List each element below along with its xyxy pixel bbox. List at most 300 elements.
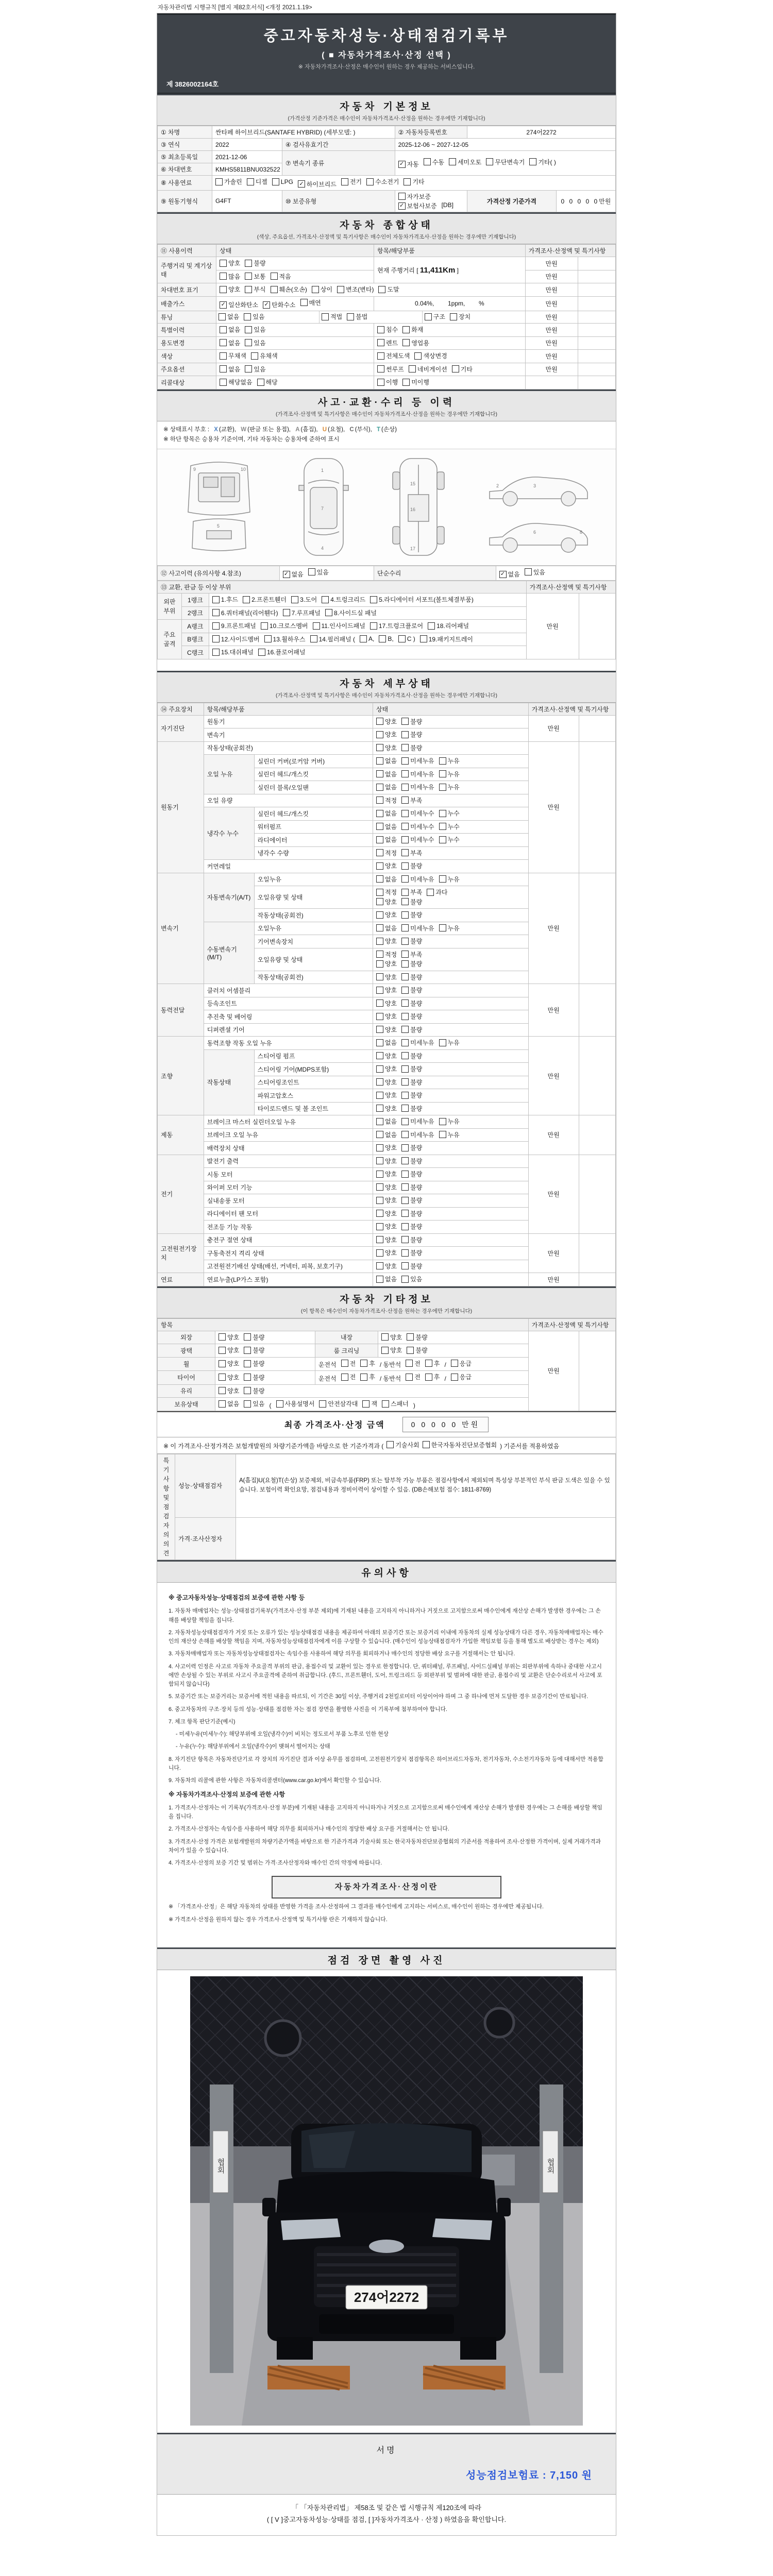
- group-electric: 전기: [158, 1155, 204, 1233]
- wheel-options[interactable]: 양호 불량: [215, 1357, 315, 1371]
- item-label: 브레이크 오일 누유: [204, 1128, 373, 1142]
- inspection-label: ④ 검사유효기간: [282, 139, 395, 151]
- special-history-label: 특별이력: [158, 324, 216, 337]
- notice-body: [157, 1583, 616, 1936]
- etc-info-table: [157, 1318, 616, 1411]
- table-row: [158, 715, 616, 728]
- state-options[interactable]: 양호 불량: [373, 741, 528, 755]
- subgroup-coolant-leak: 냉각수 누수: [204, 807, 254, 860]
- state-options[interactable]: 양호 불량: [373, 1076, 528, 1089]
- section-title: 자동차 종합상태: [340, 220, 433, 231]
- price-cell: 만원: [525, 336, 578, 350]
- group-steering: 조향: [158, 1037, 204, 1115]
- item-label: 실린더 블록/오일팬: [254, 781, 373, 794]
- notice-item: 8. 자기진단 항목은 자동차진단기로 각 장치의 자기진단 결과 이상 유무를 점검하며, 고전원전기장치 점검항목은 하이브리드자동차, 전기자동차, 수소전기자동차 등에 대해서만 적용합니다.: [169, 1756, 603, 1771]
- table-row: [158, 126, 616, 139]
- tuning-kind-options[interactable]: 구조 장치: [422, 311, 525, 323]
- legend-symbol-u: U: [322, 426, 327, 433]
- note-cell: [578, 324, 615, 337]
- price-cell: 만원: [528, 1155, 579, 1233]
- state-options[interactable]: 양호 불량: [373, 1142, 528, 1155]
- car-diagram-front-clip: [178, 455, 260, 558]
- item-label: 스티어링조인트: [254, 1076, 373, 1089]
- car-diagram-top-view: [293, 454, 355, 560]
- note-cell: [578, 350, 615, 363]
- item-label: 디퍼렌셜 기어: [204, 1023, 373, 1037]
- price-cell: 만원: [528, 873, 579, 984]
- legend-line2: ※ 하단 항목은 승용차 기준이며, 기타 자동차는 승용차에 준하여 표시: [163, 436, 340, 443]
- exterior-options[interactable]: 양호 불량: [215, 1331, 315, 1344]
- note-cell: [578, 283, 615, 297]
- price-header: 가격조사·산정액 및 특기사항: [528, 1318, 615, 1331]
- subgroup-steer-state: 작동상태: [204, 1049, 254, 1115]
- rank1-options[interactable]: 1.후드 2.프론트휀더 3.도어 4.트렁크리드 5.라디에이터 서포트(볼트체결부품): [209, 594, 526, 607]
- room-cleaning-options[interactable]: 양호 불량: [378, 1344, 529, 1358]
- device-header: ⑭ 주요장치: [158, 703, 204, 715]
- table-row: [158, 176, 616, 191]
- current-mileage: 현재 주행거리 [ 11,411Km ]: [374, 257, 526, 283]
- group-engine: 원동기: [158, 741, 204, 873]
- section-note: (가격조사·산정액 및 특기사항은 매수인이 자동차가격조사·산정을 원하는 경우에만 기재합니다): [276, 692, 497, 699]
- price-option-note: ※ 자동차가격조사·산정은 매수인이 원하는 경우 제공하는 서비스입니다.: [298, 64, 475, 70]
- state-header: 상태: [216, 245, 374, 257]
- state-options[interactable]: 양호 불량: [373, 1023, 528, 1037]
- price-notice-item: 3. 가격조사·산정 가격은 보험개발원의 차량기준가액을 바탕으로 한 기준가격과 기술사회 또는 한국자동차진단보증협회의 기준서를 적용하여 조사·산정한 가격이며, 실제 거래가격과 차이가 있을 수 있습니다.: [169, 1838, 601, 1854]
- opinion-side-label: 특기사항 및 점검자의 의견: [158, 1454, 175, 1560]
- car-name-label: ① 차명: [158, 126, 212, 139]
- note-cell: [578, 296, 615, 311]
- first-reg-value: 2021-12-06: [212, 151, 282, 163]
- confirmation-statement: 「 「자동차관리법」 제58조 및 같은 법 시행규칙 제120조에 따라 ( [ V ]중고자동차성능·상태를 점검, [ ]자동차가격조사 · 산정 ) 하였음을 확인합니다.: [266, 2503, 507, 2524]
- price-box-note: ※ 「가격조사·산정」은 해당 자동차의 상태를 반영한 가격을 조사·산정하여 그 결과를 매수인에게 고지하는 서비스로, 매수인이 원하는 경우에만 제공됩니다.: [169, 1904, 544, 1910]
- warranty-options[interactable]: 자가보증 ✓ 보험사보증 [DB]: [395, 190, 467, 212]
- state-options[interactable]: 양호 불량: [373, 1221, 528, 1234]
- reg-no-label: ② 자동차등록번호: [395, 126, 467, 139]
- state-options[interactable]: 양호 불량: [373, 1102, 528, 1115]
- state-options[interactable]: 양호 불량: [373, 935, 528, 948]
- item-label: 전조등 기능 작동: [204, 1221, 373, 1234]
- price-cell: 만원: [528, 1115, 579, 1155]
- item-label: 배력장치 상태: [204, 1142, 373, 1155]
- item-label: 기어변속장치: [254, 935, 373, 948]
- svg-text:10: 10: [240, 467, 246, 472]
- price-cell: 만원: [525, 257, 578, 270]
- document-number: 제 3826002164호: [166, 80, 219, 88]
- state-options[interactable]: 없음 있음: [373, 1273, 528, 1286]
- state-options[interactable]: 없음 미세누유 누유: [373, 755, 528, 768]
- notice-item: 7. 체크 항목 판단기준(예시): [169, 1718, 236, 1725]
- state-options[interactable]: 없음 미세누유 누유: [373, 1115, 528, 1129]
- table-row: [158, 336, 616, 350]
- state-options[interactable]: 양호 불량: [373, 1168, 528, 1181]
- price-cell: 만원: [526, 594, 579, 659]
- state-options[interactable]: 양호 불량: [376, 959, 525, 969]
- section-title: 자동차 기본정보: [340, 101, 433, 112]
- notice-item: - 미세누유(미세누수): 해당부위에 오일(냉각수)이 비치는 정도로서 부품 노후로 인한 현상: [176, 1731, 389, 1738]
- item-label: 고전원전기배선 상태(배선, 커넥터, 피복, 보호기구): [204, 1260, 373, 1273]
- note-cell: [579, 873, 615, 984]
- item-header: 항목/해당부품: [204, 703, 373, 715]
- lift-post-sign: 협회: [546, 2158, 555, 2174]
- note-cell: [578, 376, 615, 389]
- rank2-label: 2랭크: [181, 606, 209, 620]
- basic-items-options[interactable]: 없음 있음 ( 사용설명서 안전삼각대 잭 스패너 ): [215, 1398, 529, 1411]
- table-row: [158, 151, 616, 163]
- notice-item: 2. 자동차성능상태점검자가 거짓 또는 오류가 있는 성능상태점검 내용을 제공하여 아래의 보증기간 또는 보증거리 이내에 자동차의 실제 성능상태가 다른 경우, 자동차매매업자는 매수인의 재산상 손해를 배상할 책임을 지며, 자동차성능상태점검자에게 이를 구상할 수 있습니다. (매수인이 성능상태점검자가 가입한 책임보험 등을 통해 별도로 배상받는 경우는 제외): [169, 1629, 603, 1645]
- state-options[interactable]: 없음 미세누유 누유: [373, 922, 528, 935]
- color-change-options[interactable]: 전체도색 색상변경: [374, 350, 526, 363]
- svg-text:17: 17: [410, 546, 415, 551]
- rankC-options[interactable]: 15.대쉬패널 16.플로어패널: [209, 646, 526, 659]
- state-options[interactable]: 양호 불량: [376, 897, 525, 907]
- lift-post-sign: 협회: [216, 2158, 225, 2174]
- item-label: 클러치 어셈블리: [204, 984, 373, 997]
- emission-values: 0.04%, 1ppm, %: [414, 300, 484, 308]
- usage-kind-options[interactable]: 렌트 영업용: [374, 336, 526, 350]
- state-options[interactable]: 없음 미세누수 누수: [373, 820, 528, 834]
- price-notice-item: 1. 가격조사·산정자는 이 기록부(가격조사·산정 부분)에 기재된 내용을 고지하지 아니하거나 거짓으로 고지함으로써 매수인에게 재산상 손해가 발생한 경우에는 그 손해를 배상할 책임을 집니다.: [169, 1804, 602, 1820]
- use-history-header: ⑪ 사용이력: [158, 245, 216, 257]
- subgroup-mt: 수동변속기(M/T): [204, 922, 254, 984]
- state-options[interactable]: 적정 부족: [373, 846, 528, 860]
- mileage-amount-options[interactable]: 많음 보통 적음: [216, 270, 374, 283]
- note-cell: [579, 1037, 615, 1115]
- table-row: [158, 139, 616, 151]
- item-label: 스티어링 기어(MDPS포함): [254, 1063, 373, 1076]
- state-options[interactable]: 양호 불량: [373, 909, 528, 922]
- transmission-options[interactable]: ✓ 자동 수동 세미오토 무단변속기 기타( ): [395, 151, 615, 176]
- price-header: 가격조사·산정액 및 특기사항: [525, 245, 615, 257]
- notice-item: 3. 자동차매매업자 또는 자동차성능상태점검자는 속임수를 사용하여 해당 의무를 회피하거나 매수인의 정당한 배상 요구를 거절해서는 안 됩니다.: [169, 1651, 515, 1657]
- accident-options[interactable]: ✓ 없음 있음: [279, 566, 374, 581]
- price-cell: 만원: [525, 350, 578, 363]
- reg-no-value: 274어2272: [467, 126, 616, 139]
- table-row: [158, 1331, 616, 1344]
- price-header: 가격조사·산정액 및 특기사항: [528, 703, 615, 715]
- section-photo-header: [157, 1947, 616, 1970]
- tuning-legal-options[interactable]: 적법 불법: [319, 311, 422, 323]
- wheel-label: 휠: [158, 1357, 215, 1371]
- price-basis-note[interactable]: ※ 이 가격조사·산정가격은 보험개발원의 차량기준가액을 바탕으로 한 기준가격과 ( 기술사회 한국자동차진단보증협회 ) 기준서를 적용하였음: [157, 1437, 616, 1454]
- accident-history-label: ⑫ 사고이력 (유의사항 4.참조): [158, 566, 280, 581]
- notice-item: 6. 중고자동차의 구조·장치 등의 성능·상태를 점검한 자는 점검 장면을 촬영한 사진을 이 기록부에 첨부하여야 합니다.: [169, 1706, 447, 1713]
- inspector-opinion-text: A(흠집)U(요철)T(손상) 보증제외, 비금속부품(FRP) 또는 탈부착 가능 부품은 점검사항에서 제외되며 특성상 부분적인 부식 판금 도색은 있을 수 있습니다. 보험이력 확인요망, 점검내용과 정비이력이 상이할 수 있음. (DB손해보험 접수: 1811-8769): [236, 1454, 616, 1518]
- price-cell: 만원: [528, 1233, 579, 1273]
- fuel-label: ⑧ 사용연료: [158, 176, 212, 191]
- table-row: [158, 376, 616, 389]
- state-options[interactable]: 적정 부족: [373, 794, 528, 807]
- appraiser-opinion-text: [236, 1517, 616, 1560]
- state-options[interactable]: 양호 불량: [373, 1155, 528, 1168]
- item-label: 라디에이터 팬 모터: [204, 1207, 373, 1221]
- table-row: [158, 363, 616, 376]
- basic-info-table: [157, 126, 616, 212]
- simple-repair-options[interactable]: ✓ 없음 있음: [496, 566, 615, 581]
- interior-options[interactable]: 양호 불량: [378, 1331, 529, 1344]
- item-label: 구동축전지 격리 상태: [204, 1247, 373, 1260]
- table-row: [158, 1454, 616, 1518]
- state-options[interactable]: 없음 미세누유 누유: [373, 1128, 528, 1142]
- svg-text:7: 7: [321, 505, 324, 511]
- wheel-position-options[interactable]: 운전석 전 후 / 동반석 전 후 / 응급: [315, 1357, 528, 1371]
- price-cell: 만원: [525, 270, 578, 283]
- item-header: 항목: [158, 1318, 529, 1331]
- masthead: [157, 13, 616, 94]
- item-label: 실린더 커버(로커암 커버): [254, 755, 373, 768]
- notice-subtitle: ※ 중고자동차성능·상태점검의 보증에 관한 사항 등: [169, 1594, 305, 1602]
- fuel-options[interactable]: 가솔린 디젤 LPG ✓ 하이브리드 전기 수소전기 기타: [212, 176, 615, 191]
- notice-item: - 누유(누수): 해당부위에서 오일(냉각수)이 맺혀서 떨어지는 상태: [176, 1743, 330, 1750]
- state-options[interactable]: 양호 불량: [373, 860, 528, 873]
- item-label: 충전구 절연 상태: [204, 1233, 373, 1247]
- table-header-row: [158, 1318, 616, 1331]
- price-cell: 만원: [528, 715, 579, 741]
- polish-options[interactable]: 양호 불량: [215, 1344, 315, 1358]
- table-row: [158, 873, 616, 886]
- table-header-row: [158, 703, 616, 715]
- state-options[interactable]: 양호 불량: [373, 1247, 528, 1260]
- item-label: 동력조향 작동 오일 누유: [204, 1037, 373, 1050]
- document-page: [157, 0, 616, 2536]
- tuning-exist-options[interactable]: 없음 있음: [216, 311, 319, 323]
- state-options[interactable]: 없음 미세누수 누수: [373, 807, 528, 821]
- tuning-label: 튜닝: [158, 311, 216, 324]
- main-option-label: 주요옵션: [158, 363, 216, 376]
- page-title: 중고자동차성능·상태점검기록부: [263, 28, 510, 44]
- inspector-label: 성능·상태점검자: [175, 1454, 236, 1518]
- exchange-panel-table: [157, 581, 616, 659]
- transmission-label: ⑦ 변속기 종류: [282, 151, 395, 176]
- price-cell: 만원: [528, 984, 579, 1037]
- item-label: 오일유량 및 상태: [254, 886, 373, 909]
- section-title: 점검 장면 촬영 사진: [327, 1955, 446, 1966]
- color-label: 색상: [158, 350, 216, 363]
- special-kind-options[interactable]: 침수 화재: [374, 324, 526, 337]
- item-label: 시동 모터: [204, 1168, 373, 1181]
- final-price-row: [157, 1411, 616, 1437]
- table-row: [158, 594, 616, 607]
- rank2-options[interactable]: 6.쿼터패널(리어휀다) 7.루프패널 8.사이드실 패널: [209, 606, 526, 620]
- emission-label: 배출가스: [158, 296, 216, 311]
- state-header: 상태: [373, 703, 528, 715]
- mileage-label: 주행거리 및 계기상태: [158, 257, 216, 283]
- item-label: 실린더 헤드/개스킷: [254, 807, 373, 821]
- rankB-label: B랭크: [181, 633, 209, 646]
- year-label: ③ 연식: [158, 139, 212, 151]
- table-row: [158, 324, 616, 337]
- svg-text:16: 16: [410, 506, 415, 512]
- item-label: 작동상태(공회전): [254, 971, 373, 984]
- state-options[interactable]: 적정 부족: [376, 950, 525, 960]
- state-options[interactable]: 양호 불량: [373, 1010, 528, 1024]
- usage-change-label: 용도변경: [158, 336, 216, 350]
- color-tone-options[interactable]: 무채색 유채색: [216, 350, 374, 363]
- inspector-opinion-table: [157, 1454, 616, 1560]
- state-options[interactable]: 양호 불량: [373, 715, 528, 728]
- state-options[interactable]: 양호 불량: [373, 971, 528, 984]
- item-label: 스티어링 펌프: [254, 1049, 373, 1063]
- item-label: 냉각수 수량: [254, 846, 373, 860]
- table-header-row: [158, 245, 616, 257]
- detail-state-table: [157, 703, 616, 1286]
- table-row: [158, 350, 616, 363]
- recall-done-options[interactable]: 이행 미이행: [374, 376, 526, 389]
- subgroup-at: 자동변속기(A/T): [204, 873, 254, 922]
- signature-title: 서명: [376, 2446, 397, 2455]
- table-row: [158, 296, 616, 311]
- final-price-label: 최종 가격조사·산정 금액: [284, 1421, 385, 1430]
- state-options[interactable]: 양호 불량: [373, 1260, 528, 1273]
- svg-text:9: 9: [193, 467, 196, 472]
- item-label: 등속조인트: [204, 997, 373, 1010]
- tire-label: 타이어: [158, 1371, 215, 1385]
- price-cell: 만원: [525, 283, 578, 297]
- group-transmission: 변속기: [158, 873, 204, 984]
- state-options[interactable]: 양호 불량: [373, 997, 528, 1010]
- item-header: 항목/해당부품: [374, 245, 526, 257]
- group-brake: 제동: [158, 1115, 204, 1155]
- table-row: [158, 1273, 616, 1286]
- svg-text:1: 1: [321, 467, 324, 473]
- car-front-view: [262, 2123, 511, 2360]
- usage-exist-options[interactable]: 없음 있음: [216, 336, 374, 350]
- note-cell: [579, 1155, 615, 1233]
- note-cell: [579, 1233, 615, 1273]
- glass-options[interactable]: 양호 불량: [215, 1384, 529, 1398]
- item-label: 실린더 헤드/개스킷: [254, 768, 373, 781]
- table-row: [158, 1037, 616, 1050]
- svg-text:8: 8: [580, 530, 583, 535]
- legend-symbol-w: W: [241, 426, 247, 433]
- state-options[interactable]: 양호 불량: [373, 1207, 528, 1221]
- table-row: [158, 1115, 616, 1129]
- state-options[interactable]: 없음 미세누유 누유: [373, 873, 528, 886]
- rankC-label: C랭크: [181, 646, 209, 659]
- group-fuel: 연료: [158, 1273, 204, 1286]
- section-note: (이 항목은 매수인이 자동차가격조사·산정을 원하는 경우에만 기재합니다): [300, 1308, 473, 1314]
- outer-panel-label: 외판부위: [158, 594, 182, 620]
- state-options[interactable]: 양호 불량: [373, 1049, 528, 1063]
- simple-repair-label: 단순수리: [374, 566, 496, 581]
- state-options[interactable]: 양호 불량: [373, 1089, 528, 1103]
- item-label: 브레이크 마스터 실린더오일 누유: [204, 1115, 373, 1129]
- year-value: 2022: [212, 139, 282, 151]
- section-title: 유의사항: [361, 1568, 412, 1579]
- item-label: 와이퍼 모터 기능: [204, 1181, 373, 1194]
- option-kind-options[interactable]: 썬루프 네비게이션 기타: [374, 363, 526, 376]
- item-label: 오일유량 및 상태: [254, 948, 373, 971]
- glass-label: 유리: [158, 1384, 215, 1398]
- state-options[interactable]: 양호 불량: [373, 1181, 528, 1194]
- vin-mark-label: 차대번호 표기: [158, 283, 216, 297]
- legend-symbol-a: A: [295, 426, 300, 433]
- note-cell: [578, 363, 615, 376]
- section-basic-header: [157, 94, 616, 126]
- note-cell: [579, 715, 615, 741]
- table-row: [158, 741, 616, 755]
- vin-label: ⑥ 차대번호: [158, 163, 212, 176]
- car-diagram-side-views: [482, 455, 595, 558]
- warranty-label: ⑩ 보증유형: [282, 190, 395, 212]
- svg-text:15: 15: [410, 481, 415, 486]
- state-options[interactable]: 양호 불량: [373, 728, 528, 742]
- item-label: 커먼레일: [204, 860, 373, 873]
- base-price-label: 가격산정 기준가격: [467, 190, 557, 212]
- notice-item: 5. 보증기간 또는 보증거리는 보증서에 적힌 내용을 따르되, 이 기간은 30일 이상, 주행거리 2천킬로미터 이상이어야 하며 그 중 하나에 먼저 도달한 경우 보증기간이 만료됩니다.: [169, 1693, 589, 1700]
- state-options[interactable]: 적정 부족 과다: [376, 888, 525, 897]
- price-cell: 만원: [528, 1273, 579, 1286]
- price-cell: 만원: [528, 1331, 579, 1411]
- vin-value: KMHS5811BNU032522: [212, 163, 282, 176]
- recall-target-options[interactable]: 해당없음 해당: [216, 376, 374, 389]
- rankB-options[interactable]: 12.사이드멤버 13.휠하우스 14.필러패널 ( A, B, C ) 19.패키지트레이: [209, 633, 526, 646]
- note-cell: [579, 984, 615, 1037]
- tire-position-options[interactable]: 운전석 전 후 / 동반석 전 후 / 응급: [315, 1371, 528, 1385]
- inspection-value: 2025-12-06 ~ 2027-12-05: [395, 139, 615, 151]
- price-cell: 만원: [525, 363, 578, 376]
- section-notice-header: [157, 1560, 616, 1583]
- option-exist-options[interactable]: 없음 있음: [216, 363, 374, 376]
- polish-label: 광택: [158, 1344, 215, 1358]
- price-notice-item: 4. 가격조사·산정의 보증 기간 및 범위는 가격·조사산정자와 매수인 간의 약정에 따릅니다.: [169, 1860, 382, 1867]
- notice-item: 1. 자동차 매매업자는 성능·상태점검기록부(가격조사·산정 부분 제외)에 기재된 내용을 고지하지 아니하거나 거짓으로 고지함으로써 매수인에게 재산상 손해가 발생한 경우에는 그 손해를 배상할 책임을 집니다.: [169, 1608, 601, 1623]
- price-cell: [525, 376, 578, 389]
- svg-text:3: 3: [533, 483, 536, 489]
- overall-state-table: [157, 244, 616, 389]
- state-options[interactable]: 양호 불량: [373, 1063, 528, 1076]
- price-cell: 만원: [525, 311, 578, 324]
- rankA-options[interactable]: 9.프론트패널 10.크로스멤버 11.인사이드패널 17.트렁크플로어 18.리어패널: [209, 620, 526, 633]
- exterior-label: 외장: [158, 1331, 215, 1344]
- legend-symbol-c: C: [349, 426, 354, 433]
- section-note: (가격산정 기준가격은 매수인이 자동차가격조사·산정을 원하는 경우에만 기재합니다): [288, 115, 485, 122]
- emission-options[interactable]: ✓ 일산화탄소 ✓ 탄화수소 매연: [216, 296, 374, 311]
- state-options[interactable]: 없음 미세누유 누유: [373, 781, 528, 794]
- form-reference: 자동차관리법 시행규칙 [별지 제82호서식] <개정 2021.1.19>: [158, 5, 312, 11]
- note-cell: [578, 336, 615, 350]
- item-label: 라디에이터: [254, 834, 373, 847]
- svg-text:5: 5: [216, 523, 220, 529]
- odometer-state-options[interactable]: 양호 불량: [216, 257, 374, 270]
- section-note: (가격조사·산정액 및 특기사항은 매수인이 자동차가격조사·산정을 원하는 경우에만 기재합니다): [276, 411, 497, 417]
- item-label: 오일누유: [254, 922, 373, 935]
- final-price-value: 0 0 0 0 0 만원: [402, 1417, 489, 1432]
- price-option-line: ( ■ 자동차가격조사·산정 선택 ): [322, 51, 451, 60]
- car-diagram-bottom-view: [388, 454, 449, 560]
- vin-mark-options[interactable]: 양호 부식 훼손(오손) 상이 변조(변타) 도말: [216, 283, 525, 297]
- rankA-label: A랭크: [181, 620, 209, 633]
- car-name-value: 싼타페 하이브리드(SANTAFE HYBRID) (세부모델: ): [212, 126, 395, 139]
- table-header-row: [158, 581, 616, 594]
- group-powertrain: 동력전달: [158, 984, 204, 1037]
- state-options[interactable]: 없음 미세누유 누유: [373, 768, 528, 781]
- legend-symbol-x: X: [214, 426, 218, 433]
- state-options[interactable]: 양호 불량: [373, 984, 528, 997]
- state-options[interactable]: 양호 불량: [373, 1194, 528, 1208]
- license-plate: 274어2272: [354, 2289, 419, 2305]
- state-options[interactable]: 없음 미세누유 누유: [373, 1037, 528, 1050]
- tire-options[interactable]: 양호 불량: [215, 1371, 315, 1385]
- special-exist-options[interactable]: 없음 있음: [216, 324, 374, 337]
- state-options[interactable]: 없음 미세누수 누수: [373, 834, 528, 847]
- item-label: 파워고압호스: [254, 1089, 373, 1103]
- room-cleaning-label: 룸 크리닝: [315, 1344, 378, 1358]
- state-options[interactable]: 양호 불량: [373, 1233, 528, 1247]
- item-label: 작동상태(공회전): [204, 741, 373, 755]
- subgroup-oil-leak: 오일 누유: [204, 755, 254, 794]
- price-definition-box: 자동차가격조사·산정이란: [272, 1876, 501, 1899]
- first-reg-label: ⑤ 최초등록일: [158, 151, 212, 163]
